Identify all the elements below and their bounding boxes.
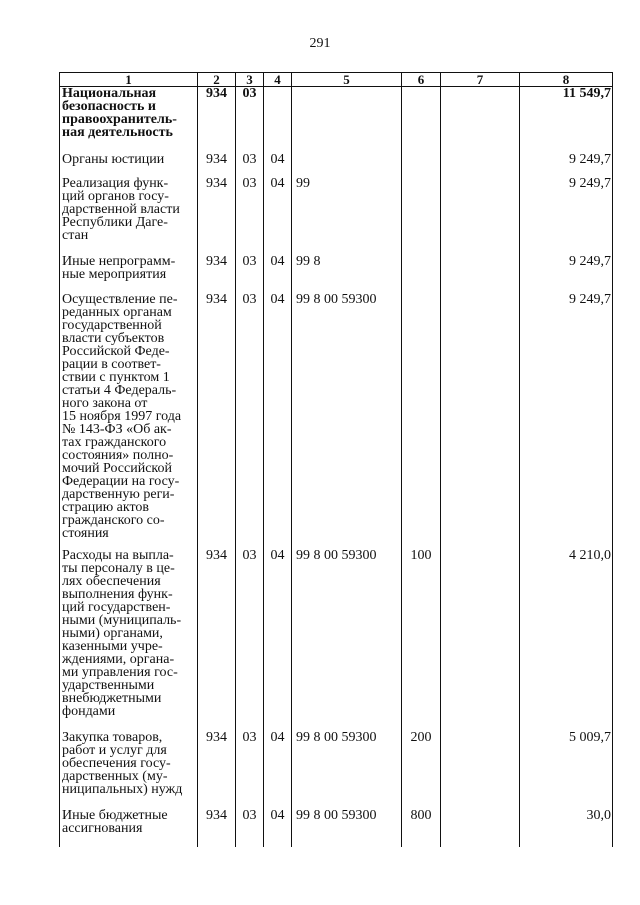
column-7-cell: [441, 809, 520, 847]
amount-cell: 4 210,0: [520, 549, 613, 731]
column-7-cell: [441, 731, 520, 809]
amount-cell: 9 249,7: [520, 293, 613, 549]
item-name-line: обеспечения госу-: [62, 755, 171, 771]
amount-cell: 9 249,7: [520, 153, 613, 177]
item-name-line: Осуществление пе-: [62, 291, 178, 307]
expense-type-cell: 100: [402, 549, 441, 731]
table-row: [60, 809, 613, 847]
item-name-line: ассигнования: [62, 820, 143, 836]
item-name-line: ными (муниципаль-: [62, 612, 182, 628]
item-name-line: Российской Феде-: [62, 343, 170, 359]
column-header-3: 3: [236, 73, 264, 87]
item-name-cell: [60, 87, 198, 153]
table-body: [60, 87, 613, 847]
table-row: [60, 731, 613, 809]
item-name-line: дарственных (му-: [62, 768, 168, 784]
expense-type-cell: 800: [402, 809, 441, 847]
ministry-code-cell: 934: [198, 177, 236, 255]
column-header-8: 8: [520, 73, 613, 87]
item-name-line: выполнения функ-: [62, 586, 173, 602]
item-name-cell: [60, 255, 198, 293]
target-article-cell: [292, 87, 402, 153]
table-row: [60, 255, 613, 293]
item-name-line: ций государствен-: [62, 599, 171, 615]
column-header-4: 4: [264, 73, 292, 87]
item-name-line: ные мероприятия: [62, 266, 167, 282]
item-name-line: безопасность и: [62, 99, 156, 114]
column-header-1: 1: [60, 73, 198, 87]
ministry-code-cell: 934: [198, 153, 236, 177]
amount-cell: 30,0: [520, 809, 613, 847]
column-7-cell: [441, 87, 520, 153]
table-row: [60, 293, 613, 549]
item-name-line: Реализация функ-: [62, 175, 169, 191]
item-name-line: власти субъектов: [62, 330, 165, 346]
item-name-line: государственной: [62, 317, 162, 333]
column-7-cell: [441, 549, 520, 731]
item-name-line: гражданского со-: [62, 512, 165, 528]
item-name-cell: [60, 549, 198, 731]
ministry-code-cell: 934: [198, 293, 236, 549]
column-header-5: 5: [292, 73, 402, 87]
item-name-cell: [60, 153, 198, 177]
subsection-code-cell: 04: [264, 809, 292, 847]
item-name-line: Национальная: [62, 86, 157, 101]
column-7-cell: [441, 255, 520, 293]
section-code-cell: 03: [236, 87, 264, 153]
item-name-line: ударственными: [62, 677, 155, 693]
item-name-line: ты персоналу в це-: [62, 560, 175, 576]
target-article-cell: 99 8 00 59300: [292, 731, 402, 809]
item-name-line: Иные непрограмм-: [62, 253, 176, 269]
ministry-code-cell: 934: [198, 549, 236, 731]
item-name-line: лях обеспечения: [62, 573, 161, 589]
item-name-line: реданных органам: [62, 304, 172, 320]
item-name-line: стан: [62, 227, 89, 243]
target-article-cell: 99 8: [292, 255, 402, 293]
item-name-line: Расходы на выпла-: [62, 547, 174, 563]
item-name-line: Закупка товаров,: [62, 729, 163, 745]
target-article-cell: 99 8 00 59300: [292, 809, 402, 847]
item-name-line: внебюджетными: [62, 690, 162, 706]
ministry-code-cell: 934: [198, 731, 236, 809]
amount-cell: 11 549,7: [520, 87, 613, 153]
item-name-line: дарственную реги-: [62, 486, 175, 502]
item-name-line: мочий Российской: [62, 460, 173, 476]
target-article-cell: [292, 153, 402, 177]
budget-table: [59, 72, 613, 847]
subsection-code-cell: 04: [264, 549, 292, 731]
item-name-line: ного закона от: [62, 395, 148, 411]
expense-type-cell: [402, 177, 441, 255]
ministry-code-cell: 934: [198, 87, 236, 153]
item-name-line: Федерации на госу-: [62, 473, 180, 489]
item-name-line: тах гражданского: [62, 434, 167, 450]
subsection-code-cell: 04: [264, 153, 292, 177]
section-code-cell: 03: [236, 293, 264, 549]
item-name-line: статьи 4 Федераль-: [62, 382, 177, 398]
item-name-line: Иные бюджетные: [62, 807, 168, 823]
column-header-6: 6: [402, 73, 441, 87]
table-row: [60, 87, 613, 153]
table-row: [60, 153, 613, 177]
item-name-line: ная деятельность: [62, 125, 173, 140]
item-name-line: ствии с пунктом 1: [62, 369, 170, 385]
item-name-line: рации в соответ-: [62, 356, 161, 372]
expense-type-cell: [402, 293, 441, 549]
subsection-code-cell: 04: [264, 177, 292, 255]
item-name-line: № 143-ФЗ «Об ак-: [62, 421, 172, 437]
item-name-line: ми управления гос-: [62, 664, 178, 680]
target-article-cell: 99 8 00 59300: [292, 549, 402, 731]
item-name-line: состояния» полно-: [62, 447, 174, 463]
item-name-line: 15 ноября 1997 года: [62, 408, 182, 424]
item-name-line: ждениями, органа-: [62, 651, 175, 667]
ministry-code-cell: 934: [198, 255, 236, 293]
item-name-cell: [60, 809, 198, 847]
expense-type-cell: [402, 87, 441, 153]
expense-type-cell: 200: [402, 731, 441, 809]
table-row: [60, 549, 613, 731]
table-row: [60, 177, 613, 255]
item-name-cell: [60, 731, 198, 809]
column-7-cell: [441, 177, 520, 255]
item-name-line: казенными учре-: [62, 638, 163, 654]
item-name-cell: [60, 293, 198, 549]
section-code-cell: 03: [236, 153, 264, 177]
expense-type-cell: [402, 255, 441, 293]
column-7-cell: [441, 293, 520, 549]
item-name-line: страцию актов: [62, 499, 150, 515]
section-code-cell: 03: [236, 809, 264, 847]
ministry-code-cell: 934: [198, 809, 236, 847]
column-header-2: 2: [198, 73, 236, 87]
amount-cell: 5 009,7: [520, 731, 613, 809]
target-article-cell: 99 8 00 59300: [292, 293, 402, 549]
item-name-line: работ и услуг для: [62, 742, 167, 758]
item-name-line: Органы юстиции: [62, 151, 165, 167]
section-code-cell: 03: [236, 549, 264, 731]
item-name-line: правоохранитель-: [62, 112, 177, 127]
table-header-row: [60, 73, 613, 87]
item-name-line: ными) органами,: [62, 625, 163, 641]
subsection-code-cell: 04: [264, 255, 292, 293]
item-name-line: стояния: [62, 525, 109, 541]
page-number: 291: [309, 36, 331, 51]
section-code-cell: 03: [236, 731, 264, 809]
item-name-line: фондами: [62, 703, 116, 719]
subsection-code-cell: 04: [264, 293, 292, 549]
item-name-line: ций органов госу-: [62, 188, 169, 204]
section-code-cell: 03: [236, 177, 264, 255]
section-code-cell: 03: [236, 255, 264, 293]
item-name-line: ниципальных) нужд: [62, 781, 183, 797]
item-name-line: дарственной власти: [62, 201, 180, 217]
item-name-cell: [60, 177, 198, 255]
subsection-code-cell: 04: [264, 731, 292, 809]
amount-cell: 9 249,7: [520, 177, 613, 255]
target-article-cell: 99: [292, 177, 402, 255]
column-header-7: 7: [441, 73, 520, 87]
item-name-line: Республики Даге-: [62, 214, 168, 230]
subsection-code-cell: [264, 87, 292, 153]
expense-type-cell: [402, 153, 441, 177]
amount-cell: 9 249,7: [520, 255, 613, 293]
column-7-cell: [441, 153, 520, 177]
